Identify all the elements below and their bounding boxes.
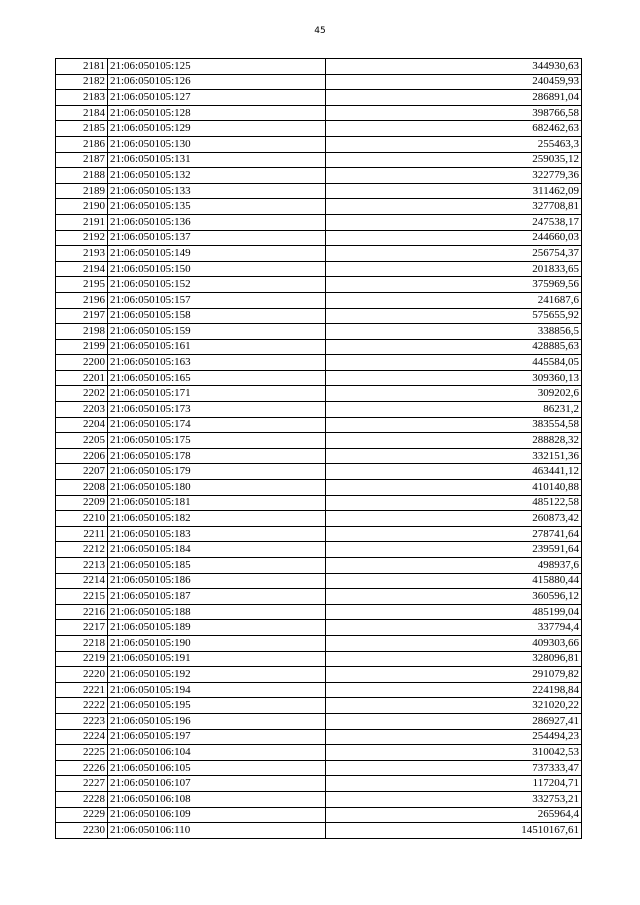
row-number-cell: 2187 — [56, 152, 108, 168]
cadastral-value-cell: 415880,44 — [326, 573, 582, 589]
cadastral-value-cell: 338856,5 — [326, 324, 582, 340]
cadastral-number-cell: 21:06:050105:192 — [108, 667, 326, 683]
cadastral-value-cell: 485199,04 — [326, 604, 582, 620]
cadastral-value-cell: 311462,09 — [326, 183, 582, 199]
row-number-cell: 2197 — [56, 308, 108, 324]
row-number-cell: 2213 — [56, 558, 108, 574]
cadastral-number-cell: 21:06:050105:135 — [108, 199, 326, 215]
cadastral-value-cell: 117204,71 — [326, 776, 582, 792]
table-row — [56, 402, 582, 418]
cadastral-number-cell: 21:06:050105:159 — [108, 324, 326, 340]
cadastral-value-cell: 309202,6 — [326, 386, 582, 402]
cadastral-number-cell: 21:06:050105:161 — [108, 339, 326, 355]
row-number-cell: 2222 — [56, 698, 108, 714]
table-row — [56, 324, 582, 340]
row-number-cell: 2200 — [56, 355, 108, 371]
row-number-cell: 2201 — [56, 370, 108, 386]
row-number-cell: 2193 — [56, 246, 108, 262]
table-row — [56, 526, 582, 542]
cadastral-number-cell: 21:06:050105:128 — [108, 105, 326, 121]
row-number-cell: 2196 — [56, 292, 108, 308]
table-row — [56, 464, 582, 480]
row-number-cell: 2228 — [56, 791, 108, 807]
cadastral-value-cell: 265964,4 — [326, 807, 582, 823]
cadastral-number-cell: 21:06:050105:186 — [108, 573, 326, 589]
cadastral-value-cell: 410140,88 — [326, 480, 582, 496]
cadastral-value-cell: 224198,84 — [326, 682, 582, 698]
cadastral-value-cell: 328096,81 — [326, 651, 582, 667]
cadastral-number-cell: 21:06:050106:109 — [108, 807, 326, 823]
cadastral-value-cell: 254494,23 — [326, 729, 582, 745]
cadastral-value-cell: 428885,63 — [326, 339, 582, 355]
cadastral-number-cell: 21:06:050105:130 — [108, 136, 326, 152]
table-row — [56, 121, 582, 137]
table-row — [56, 589, 582, 605]
cadastral-value-cell: 86231,2 — [326, 402, 582, 418]
row-number-cell: 2218 — [56, 635, 108, 651]
cadastral-value-cell: 463441,12 — [326, 464, 582, 480]
table-row — [56, 433, 582, 449]
cadastral-number-cell: 21:06:050105:131 — [108, 152, 326, 168]
row-number-cell: 2198 — [56, 324, 108, 340]
table-row — [56, 370, 582, 386]
table-row — [56, 261, 582, 277]
row-number-cell: 2199 — [56, 339, 108, 355]
cadastral-value-cell: 344930,63 — [326, 59, 582, 75]
row-number-cell: 2227 — [56, 776, 108, 792]
table-row — [56, 667, 582, 683]
cadastral-number-cell: 21:06:050105:178 — [108, 448, 326, 464]
row-number-cell: 2192 — [56, 230, 108, 246]
row-number-cell: 2195 — [56, 277, 108, 293]
row-number-cell: 2194 — [56, 261, 108, 277]
table-row — [56, 776, 582, 792]
cadastral-number-cell: 21:06:050105:197 — [108, 729, 326, 745]
cadastral-number-cell: 21:06:050105:196 — [108, 713, 326, 729]
cadastral-number-cell: 21:06:050105:183 — [108, 526, 326, 542]
row-number-cell: 2215 — [56, 589, 108, 605]
table-row — [56, 199, 582, 215]
cadastral-number-cell: 21:06:050106:110 — [108, 823, 326, 839]
table-row — [56, 417, 582, 433]
row-number-cell: 2206 — [56, 448, 108, 464]
cadastral-number-cell: 21:06:050105:133 — [108, 183, 326, 199]
table-row — [56, 682, 582, 698]
cadastral-number-cell: 21:06:050105:126 — [108, 74, 326, 90]
table-row — [56, 480, 582, 496]
table-row — [56, 308, 582, 324]
cadastral-value-cell: 259035,12 — [326, 152, 582, 168]
cadastral-value-cell: 310042,53 — [326, 745, 582, 761]
row-number-cell: 2181 — [56, 59, 108, 75]
table-row — [56, 511, 582, 527]
row-number-cell: 2207 — [56, 464, 108, 480]
table-row — [56, 448, 582, 464]
cadastral-value-cell: 445584,05 — [326, 355, 582, 371]
cadastral-number-cell: 21:06:050105:157 — [108, 292, 326, 308]
table-row — [56, 604, 582, 620]
cadastral-value-cell: 321020,22 — [326, 698, 582, 714]
row-number-cell: 2188 — [56, 168, 108, 184]
cadastral-value-cell: 322779,36 — [326, 168, 582, 184]
cadastral-value-cell: 256754,37 — [326, 246, 582, 262]
cadastral-number-cell: 21:06:050105:125 — [108, 59, 326, 75]
table-row — [56, 183, 582, 199]
cadastral-value-cell: 383554,58 — [326, 417, 582, 433]
cadastral-number-cell: 21:06:050105:184 — [108, 542, 326, 558]
cadastral-value-cell: 309360,13 — [326, 370, 582, 386]
row-number-cell: 2205 — [56, 433, 108, 449]
table-row — [56, 698, 582, 714]
table-row — [56, 246, 582, 262]
row-number-cell: 2183 — [56, 90, 108, 106]
table-row — [56, 230, 582, 246]
cadastral-value-cell: 14510167,61 — [326, 823, 582, 839]
cadastral-value-cell: 291079,82 — [326, 667, 582, 683]
table-row — [56, 355, 582, 371]
row-number-cell: 2214 — [56, 573, 108, 589]
row-number-cell: 2209 — [56, 495, 108, 511]
cadastral-number-cell: 21:06:050105:191 — [108, 651, 326, 667]
table-row — [56, 386, 582, 402]
table-row — [56, 90, 582, 106]
table-row — [56, 136, 582, 152]
row-number-cell: 2208 — [56, 480, 108, 496]
cadastral-value-cell: 737333,47 — [326, 760, 582, 776]
cadastral-number-cell: 21:06:050105:190 — [108, 635, 326, 651]
row-number-cell: 2211 — [56, 526, 108, 542]
cadastral-number-cell: 21:06:050105:195 — [108, 698, 326, 714]
cadastral-number-cell: 21:06:050105:173 — [108, 402, 326, 418]
cadastral-value-cell: 241687,6 — [326, 292, 582, 308]
cadastral-value-cell: 332151,36 — [326, 448, 582, 464]
table-row — [56, 292, 582, 308]
page-number: 45 — [314, 26, 326, 36]
cadastral-value-table — [55, 58, 582, 839]
cadastral-number-cell: 21:06:050105:174 — [108, 417, 326, 433]
cadastral-number-cell: 21:06:050105:185 — [108, 558, 326, 574]
cadastral-number-cell: 21:06:050105:188 — [108, 604, 326, 620]
table-row — [56, 729, 582, 745]
row-number-cell: 2216 — [56, 604, 108, 620]
cadastral-value-cell: 288828,32 — [326, 433, 582, 449]
table-row — [56, 745, 582, 761]
cadastral-number-cell: 21:06:050105:137 — [108, 230, 326, 246]
row-number-cell: 2185 — [56, 121, 108, 137]
row-number-cell: 2219 — [56, 651, 108, 667]
cadastral-number-cell: 21:06:050105:158 — [108, 308, 326, 324]
row-number-cell: 2189 — [56, 183, 108, 199]
cadastral-number-cell: 21:06:050106:107 — [108, 776, 326, 792]
cadastral-number-cell: 21:06:050105:175 — [108, 433, 326, 449]
table-row — [56, 74, 582, 90]
cadastral-value-cell: 278741,64 — [326, 526, 582, 542]
cadastral-value-cell: 327708,81 — [326, 199, 582, 215]
table-row — [56, 495, 582, 511]
cadastral-number-cell: 21:06:050106:105 — [108, 760, 326, 776]
cadastral-value-cell: 409303,66 — [326, 635, 582, 651]
row-number-cell: 2203 — [56, 402, 108, 418]
row-number-cell: 2204 — [56, 417, 108, 433]
table-row — [56, 573, 582, 589]
row-number-cell: 2212 — [56, 542, 108, 558]
row-number-cell: 2186 — [56, 136, 108, 152]
row-number-cell: 2210 — [56, 511, 108, 527]
cadastral-number-cell: 21:06:050106:104 — [108, 745, 326, 761]
cadastral-value-cell: 286927,41 — [326, 713, 582, 729]
table-row — [56, 152, 582, 168]
cadastral-number-cell: 21:06:050105:132 — [108, 168, 326, 184]
table-row — [56, 620, 582, 636]
cadastral-number-cell: 21:06:050105:194 — [108, 682, 326, 698]
row-number-cell: 2230 — [56, 823, 108, 839]
cadastral-number-cell: 21:06:050106:108 — [108, 791, 326, 807]
cadastral-value-cell: 260873,42 — [326, 511, 582, 527]
cadastral-number-cell: 21:06:050105:152 — [108, 277, 326, 293]
cadastral-number-cell: 21:06:050105:129 — [108, 121, 326, 137]
cadastral-number-cell: 21:06:050105:189 — [108, 620, 326, 636]
table-row — [56, 807, 582, 823]
table-row — [56, 558, 582, 574]
cadastral-value-cell: 337794,4 — [326, 620, 582, 636]
table-row — [56, 635, 582, 651]
cadastral-value-cell: 398766,58 — [326, 105, 582, 121]
row-number-cell: 2229 — [56, 807, 108, 823]
cadastral-number-cell: 21:06:050105:171 — [108, 386, 326, 402]
cadastral-value-cell: 682462,63 — [326, 121, 582, 137]
cadastral-value-cell: 498937,6 — [326, 558, 582, 574]
row-number-cell: 2224 — [56, 729, 108, 745]
row-number-cell: 2217 — [56, 620, 108, 636]
cadastral-value-cell: 247538,17 — [326, 214, 582, 230]
row-number-cell: 2226 — [56, 760, 108, 776]
cadastral-number-cell: 21:06:050105:182 — [108, 511, 326, 527]
cadastral-number-cell: 21:06:050105:149 — [108, 246, 326, 262]
cadastral-number-cell: 21:06:050105:165 — [108, 370, 326, 386]
cadastral-value-cell: 375969,56 — [326, 277, 582, 293]
cadastral-number-cell: 21:06:050105:179 — [108, 464, 326, 480]
row-number-cell: 2223 — [56, 713, 108, 729]
table-body — [56, 59, 582, 839]
cadastral-number-cell: 21:06:050105:180 — [108, 480, 326, 496]
cadastral-value-cell: 332753,21 — [326, 791, 582, 807]
table-row — [56, 713, 582, 729]
cadastral-value-cell: 360596,12 — [326, 589, 582, 605]
cadastral-value-cell: 255463,3 — [326, 136, 582, 152]
row-number-cell: 2225 — [56, 745, 108, 761]
row-number-cell: 2220 — [56, 667, 108, 683]
table-row — [56, 59, 582, 75]
row-number-cell: 2182 — [56, 74, 108, 90]
row-number-cell: 2184 — [56, 105, 108, 121]
cadastral-value-cell: 240459,93 — [326, 74, 582, 90]
row-number-cell: 2202 — [56, 386, 108, 402]
table-row — [56, 651, 582, 667]
table-row — [56, 277, 582, 293]
table-row — [56, 542, 582, 558]
cadastral-number-cell: 21:06:050105:181 — [108, 495, 326, 511]
row-number-cell: 2221 — [56, 682, 108, 698]
cadastral-value-cell: 239591,64 — [326, 542, 582, 558]
table-row — [56, 214, 582, 230]
table-row — [56, 339, 582, 355]
table-row — [56, 168, 582, 184]
cadastral-value-cell: 575655,92 — [326, 308, 582, 324]
cadastral-value-cell: 244660,03 — [326, 230, 582, 246]
cadastral-value-cell: 286891,04 — [326, 90, 582, 106]
cadastral-number-cell: 21:06:050105:187 — [108, 589, 326, 605]
table-row — [56, 791, 582, 807]
row-number-cell: 2191 — [56, 214, 108, 230]
table-row — [56, 760, 582, 776]
cadastral-value-cell: 485122,58 — [326, 495, 582, 511]
row-number-cell: 2190 — [56, 199, 108, 215]
cadastral-number-cell: 21:06:050105:150 — [108, 261, 326, 277]
table-row — [56, 105, 582, 121]
cadastral-number-cell: 21:06:050105:136 — [108, 214, 326, 230]
table-row — [56, 823, 582, 839]
cadastral-number-cell: 21:06:050105:163 — [108, 355, 326, 371]
cadastral-value-cell: 201833,65 — [326, 261, 582, 277]
cadastral-number-cell: 21:06:050105:127 — [108, 90, 326, 106]
